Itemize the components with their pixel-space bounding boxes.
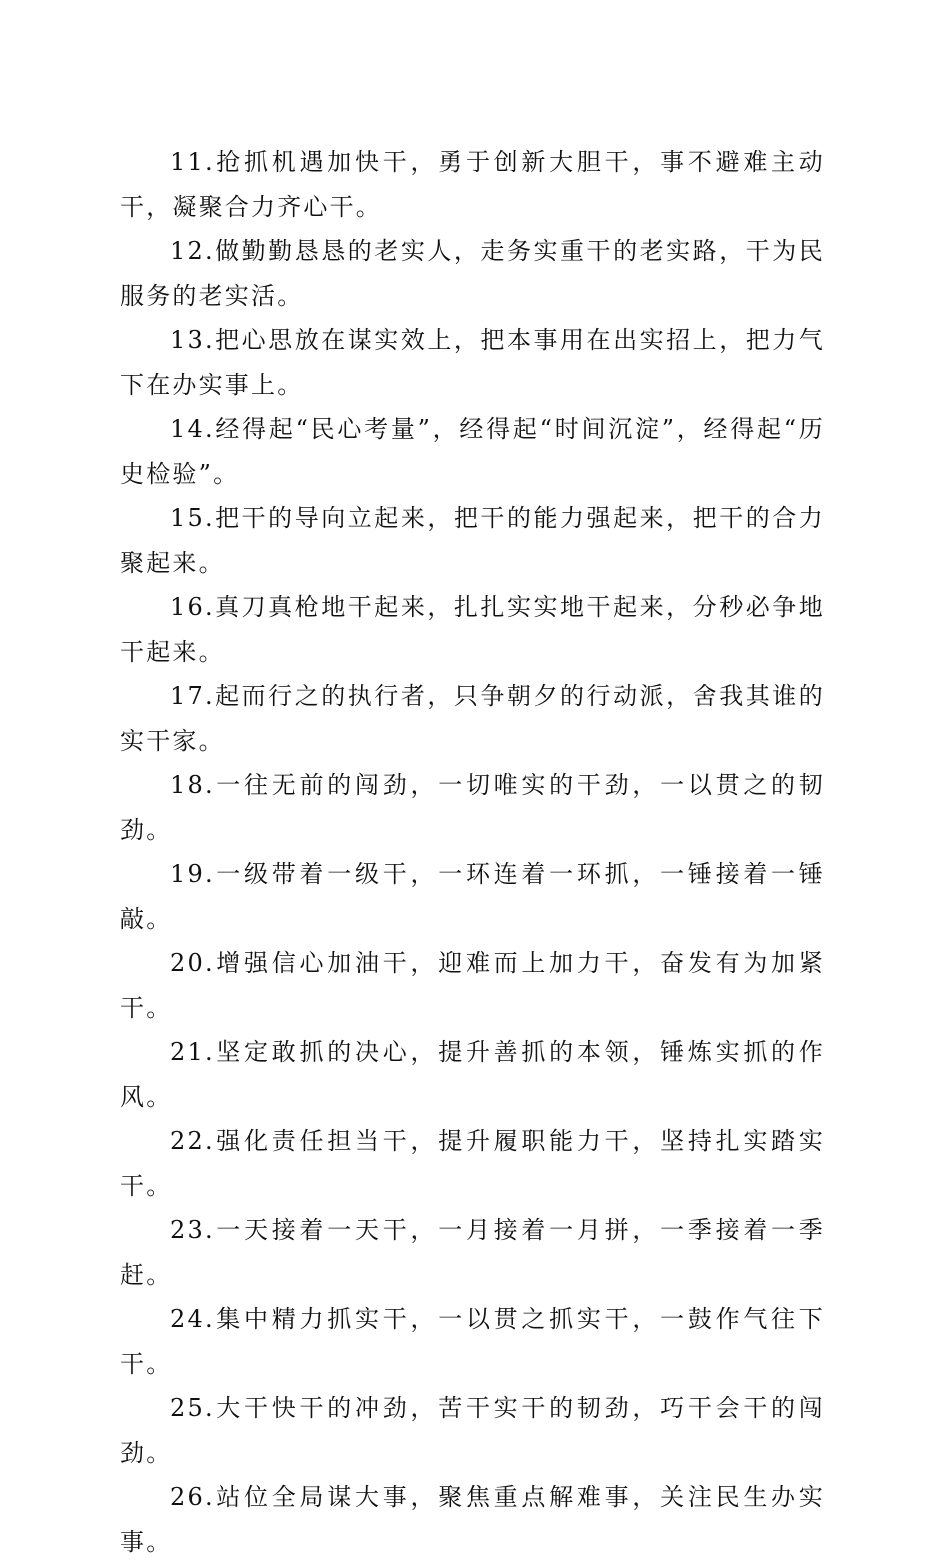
list-item-25: 25.大干快干的冲劲，苦干实干的韧劲，巧干会干的闯劲。: [120, 1394, 825, 1467]
list-item-14: 14.经得起“民心考量”，经得起“时间沉淀”，经得起“历史检验”。: [120, 415, 825, 488]
list-item-13: 13.把心思放在谋实效上，把本事用在出实招上，把力气下在办实事上。: [120, 326, 825, 399]
list-item-20: 20.增强信心加油干，迎难而上加力干，奋发有为加紧干。: [120, 949, 825, 1022]
list-item-22: 22.强化责任担当干，提升履职能力干，坚持扎实踏实干。: [120, 1127, 825, 1200]
list-item-19: 19.一级带着一级干，一环连着一环抓，一锤接着一锤敲。: [120, 860, 825, 933]
list-item-12: 12.做勤勤恳恳的老实人，走务实重干的老实路，干为民服务的老实活。: [120, 237, 825, 310]
document-body: [120, 140, 825, 1564]
list-item-24: 24.集中精力抓实干，一以贯之抓实干，一鼓作气往下干。: [120, 1305, 825, 1378]
list-item-21: 21.坚定敢抓的决心，提升善抓的本领，锤炼实抓的作风。: [120, 1038, 825, 1111]
list-item-26: 26.站位全局谋大事，聚焦重点解难事，关注民生办实事。: [120, 1483, 825, 1556]
list-item-15: 15.把干的导向立起来，把干的能力强起来，把干的合力聚起来。: [120, 504, 825, 577]
list-item-23: 23.一天接着一天干，一月接着一月拼，一季接着一季赶。: [120, 1216, 825, 1289]
list-item-18: 18.一往无前的闯劲，一切唯实的干劲，一以贯之的韧劲。: [120, 771, 825, 844]
list-item-16: 16.真刀真枪地干起来，扎扎实实地干起来，分秒必争地干起来。: [120, 593, 825, 666]
list-item-11: 11.抢抓机遇加快干，勇于创新大胆干，事不避难主动干，凝聚合力齐心干。: [120, 148, 825, 221]
list-item-17: 17.起而行之的执行者，只争朝夕的行动派，舍我其谁的实干家。: [120, 682, 825, 755]
